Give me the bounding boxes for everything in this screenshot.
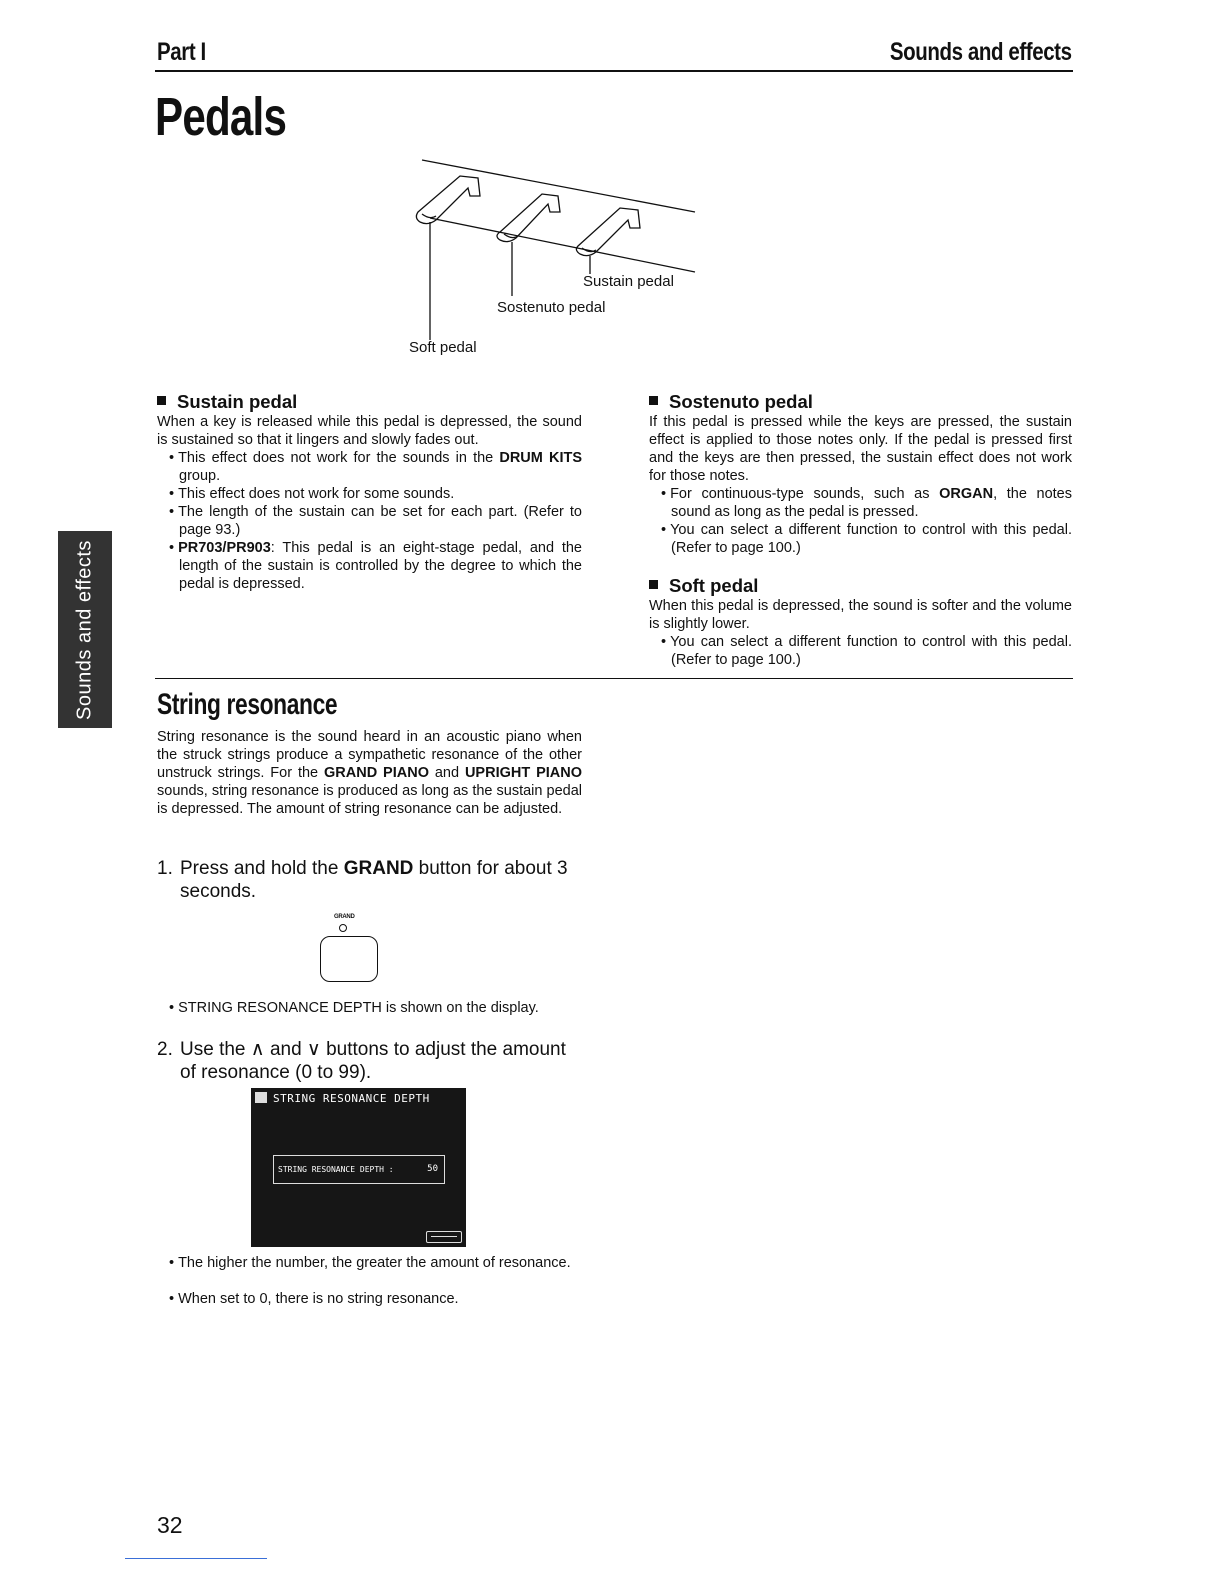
header-section: Sounds and effects (890, 38, 1072, 66)
lcd-parameter-label: STRING RESONANCE DEPTH : (278, 1165, 394, 1174)
string-resonance-heading: String resonance (157, 688, 338, 721)
side-tab-label: Sounds and effects (73, 539, 96, 720)
page-number: 32 (157, 1512, 183, 1538)
lcd-slider-icon (426, 1231, 462, 1243)
lcd-parameter-box (273, 1155, 445, 1184)
square-bullet-icon (649, 580, 658, 589)
label-sostenuto-pedal: Sostenuto pedal (497, 299, 606, 316)
sostenuto-pedal-shape (497, 194, 560, 242)
step-1-text: Press and hold the GRAND button for about 3 seconds. (180, 858, 568, 902)
side-tab (58, 531, 112, 728)
sustain-bullet-1: • This effect does not work for the sounds in the DRUM KITS group. (157, 449, 582, 485)
grand-led-icon (339, 924, 347, 932)
string-resonance-paragraph: String resonance is the sound heard in an acoustic piano when the struck strings produce a sympathetic resonance of the other unstruck strings. For the GRAND PIANO and UPRIGHT PIANO sounds, string resonance is produced as long as the sustain pedal is depressed. The amount of string resonance can be adjusted. (157, 729, 583, 817)
sustain-section (157, 391, 582, 593)
sostenuto-bullet-2: • You can select a different function to control with this pedal. (Refer to page 100.) (649, 521, 1072, 557)
sostenuto-bullet-1: • For continuous-type sounds, such as ORGAN, the notes sound as long as the pedal is pressed. (649, 485, 1072, 521)
soft-section (649, 575, 1072, 669)
sustain-pedal-shape (576, 208, 640, 256)
soft-bullet-1: • You can select a different function to control with this pedal. (Refer to page 100.) (649, 633, 1072, 669)
step-1 (157, 857, 582, 903)
display-icon (255, 1092, 267, 1103)
sostenuto-heading: Sostenuto pedal (649, 391, 1072, 413)
lcd-display (251, 1088, 466, 1247)
step-2-number: 2. (157, 1039, 173, 1060)
header-rule (155, 70, 1073, 72)
sustain-bullet-2: • This effect does not work for some sounds. (157, 485, 582, 503)
pedal-diagram (400, 150, 720, 360)
lcd-parameter-value: 50 (427, 1164, 438, 1174)
grand-button[interactable] (320, 936, 378, 982)
sostenuto-body: If this pedal is pressed while the keys are pressed, the sustain effect is applied to those notes only. If the pedal is pressed first and the keys are then pressed, the sustain effect does not work for those notes. (649, 414, 1072, 484)
sustain-bullet-4: • PR703/PR903: This pedal is an eight-stage pedal, and the length of the sustain is controlled by the degree to which the pedal is depressed. (157, 539, 582, 593)
sustain-bullet-3: • The length of the sustain can be set for each part. (Refer to page 93.) (157, 503, 582, 539)
step-2 (157, 1038, 582, 1084)
pedal-frame-bottom (430, 218, 695, 272)
step-1-number: 1. (157, 858, 173, 879)
lcd-title: STRING RESONANCE DEPTH (273, 1092, 430, 1105)
note-2: • When set to 0, there is no string resonance. (157, 1290, 604, 1308)
sustain-heading: Sustain pedal (157, 391, 582, 413)
step-1-note: • STRING RESONANCE DEPTH is shown on the display. (157, 999, 604, 1017)
header-part: Part I (157, 38, 206, 66)
soft-pedal-shape (416, 176, 480, 224)
soft-body: When this pedal is depressed, the sound is softer and the volume is slightly lower. (649, 598, 1072, 632)
label-soft-pedal: Soft pedal (409, 339, 477, 356)
sustain-body: When a key is released while this pedal is depressed, the sound is sustained so that it lingers and slowly fades out. (157, 414, 582, 448)
soft-heading: Soft pedal (649, 575, 1072, 597)
page-title: Pedals (155, 87, 287, 147)
bottom-line (125, 1558, 267, 1559)
square-bullet-icon (157, 396, 166, 405)
section-divider (155, 678, 1073, 679)
sostenuto-section (649, 391, 1072, 557)
note-1: • The higher the number, the greater the amount of resonance. (157, 1254, 604, 1272)
label-sustain-pedal: Sustain pedal (583, 273, 674, 290)
grand-button-label: GRAND (334, 914, 355, 920)
step-2-text: Use the ∧ and ∨ buttons to adjust the amount of resonance (0 to 99). (180, 1039, 566, 1083)
square-bullet-icon (649, 396, 658, 405)
